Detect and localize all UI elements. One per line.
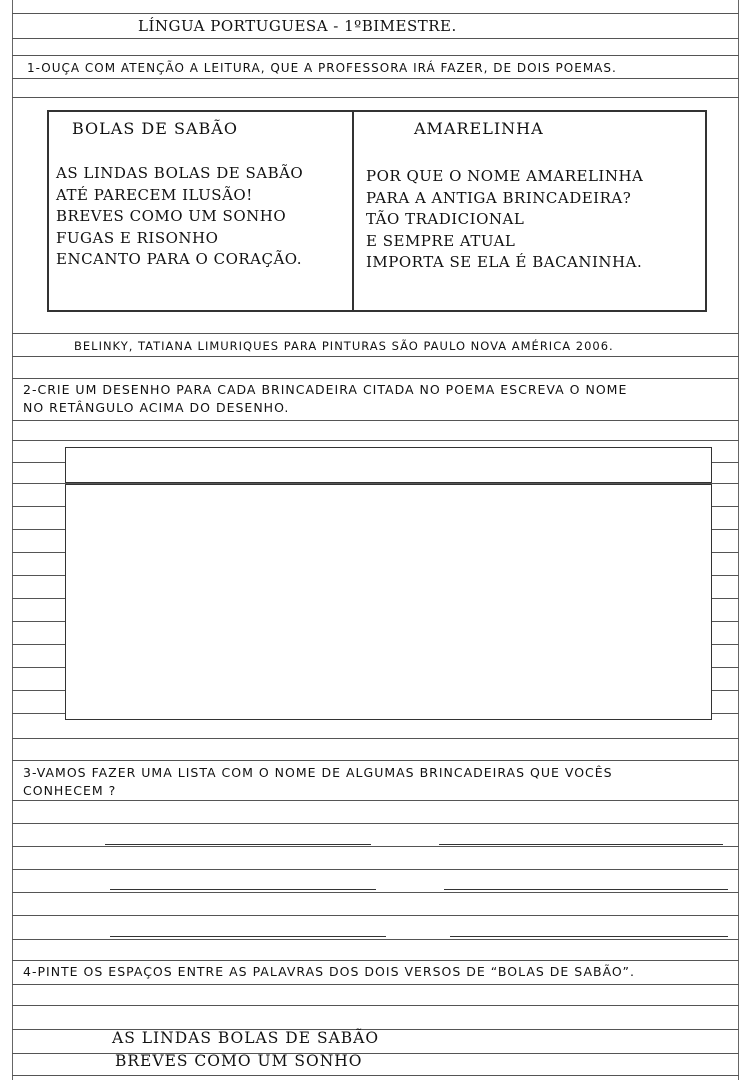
ruled-line — [12, 378, 739, 379]
ruled-line — [12, 869, 739, 870]
poem-line: PARA A ANTIGA BRINCADEIRA? — [366, 188, 632, 207]
poem-title-amarelinha: AMARELINHA — [414, 119, 544, 138]
question-4-text: 4-PINTE OS ESPAÇOS ENTRE AS PALAVRAS DOS DOIS VERSOS DE “BOLAS DE SABÃO”. — [23, 964, 635, 979]
verse-1: AS LINDAS BOLAS DE SABÃO — [112, 1029, 380, 1047]
poem-line: E SEMPRE ATUAL — [366, 231, 516, 250]
poem-source: BELINKY, TATIANA LIMURIQUES PARA PINTURAS SÃO PAULO NOVA AMÉRICA 2006. — [74, 339, 614, 353]
ruled-line — [12, 823, 739, 824]
name-rectangle[interactable] — [65, 447, 712, 483]
ruled-line — [12, 1005, 739, 1006]
poem-bolas-de-sabao — [56, 163, 303, 271]
ruled-line — [12, 939, 739, 940]
ruled-line — [12, 38, 739, 39]
ruled-line — [12, 738, 739, 739]
question-2-line-1: 2-CRIE UM DESENHO PARA CADA BRINCADEIRA CITADA NO POEMA ESCREVA O NOME — [23, 382, 628, 397]
answer-blank[interactable] — [105, 844, 371, 845]
page-title: LÍNGUA PORTUGUESA - 1ºBIMESTRE. — [138, 17, 457, 35]
poem-line: FUGAS E RISONHO — [56, 228, 219, 247]
ruled-line — [12, 13, 739, 14]
poem-line: AS LINDAS BOLAS DE SABÃO — [56, 164, 304, 182]
question-2-line-2: NO RETÂNGULO ACIMA DO DESENHO. — [23, 400, 290, 415]
ruled-line — [12, 333, 739, 334]
poem-line: BREVES COMO UM SONHO — [56, 207, 287, 225]
poem-title-bolas-de-sabao: BOLAS DE SABÃO — [72, 119, 238, 138]
ruled-line — [12, 78, 739, 79]
ruled-line — [12, 420, 739, 421]
ruled-line — [12, 984, 739, 985]
question-3-line-1: 3-VAMOS FAZER UMA LISTA COM O NOME DE ALGUMAS BRINCADEIRAS QUE VOCÊS — [23, 765, 613, 780]
ruled-line — [12, 846, 739, 847]
answer-blank[interactable] — [439, 844, 723, 845]
answer-blank[interactable] — [110, 936, 386, 937]
ruled-line — [12, 960, 739, 961]
ruled-line — [12, 1075, 739, 1076]
poem-line: ATÉ PARECEM ILUSÃO! — [56, 185, 253, 204]
ruled-line — [12, 97, 739, 98]
drawing-rectangle[interactable] — [65, 484, 712, 720]
poem-amarelinha — [366, 166, 643, 274]
ruled-line — [12, 440, 739, 441]
poem-line: IMPORTA SE ELA É BACANINHA. — [366, 253, 643, 271]
poem-line: POR QUE O NOME AMARELINHA — [366, 167, 644, 185]
poem-line: ENCANTO PARA O CORAÇÃO. — [56, 250, 302, 268]
answer-blank[interactable] — [450, 936, 728, 937]
left-margin-line — [12, 0, 13, 1080]
poem-line: TÃO TRADICIONAL — [366, 210, 525, 228]
ruled-line — [12, 800, 739, 801]
right-margin-line — [738, 0, 739, 1080]
question-1-text: 1-OUÇA COM ATENÇÃO A LEITURA, QUE A PROFESSORA IRÁ FAZER, DE DOIS POEMAS. — [27, 61, 617, 75]
ruled-line — [12, 55, 739, 56]
ruled-line — [12, 892, 739, 893]
ruled-line — [12, 760, 739, 761]
question-3-line-2: CONHECEM ? — [23, 783, 117, 798]
ruled-line — [12, 356, 739, 357]
verse-2: BREVES COMO UM SONHO — [115, 1052, 363, 1070]
answer-blank[interactable] — [444, 889, 728, 890]
answer-blank[interactable] — [110, 889, 376, 890]
poems-table-divider — [352, 111, 354, 311]
ruled-line — [12, 915, 739, 916]
